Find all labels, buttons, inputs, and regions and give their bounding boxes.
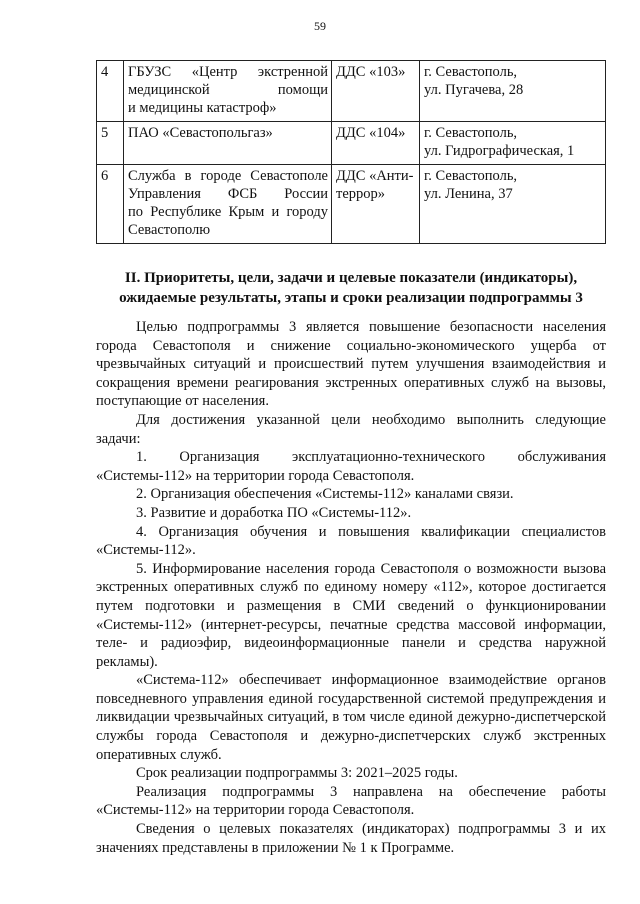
page-number: 59 bbox=[314, 19, 326, 33]
paragraph: 2. Организация обеспечения «Системы-112» каналами связи. bbox=[136, 486, 514, 503]
address-line: ул. Гидрографическая, 1 bbox=[424, 143, 575, 159]
section-body bbox=[96, 318, 606, 857]
paragraph: Срок реализации подпрограммы 3: 2021–2025 годы. bbox=[136, 765, 458, 782]
paragraph: 4. Организация обучения и повышения квалификации специалистов «Системы-112». bbox=[96, 523, 606, 559]
paragraph: Сведения о целевых показателях (индикаторах) подпрограммы 3 и их значениях представлены в приложении № 1 к Программе. bbox=[96, 821, 606, 856]
organization-line: и медицины катастроф» bbox=[128, 100, 277, 116]
dispatch-service-cell: ДДС «103» bbox=[332, 61, 420, 122]
organization-cell bbox=[124, 165, 332, 244]
table-row bbox=[97, 61, 606, 122]
address-cell bbox=[420, 61, 606, 122]
paragraph: 3. Развитие и доработка ПО «Системы-112». bbox=[136, 504, 412, 521]
table-row bbox=[97, 165, 606, 244]
dispatch-service-cell bbox=[332, 165, 420, 244]
paragraph: Для достижения указанной цели необходимо выполнить следующие задачи: bbox=[96, 411, 606, 447]
organization-line: ГБУЗС «Центр экстренной bbox=[128, 64, 328, 80]
address-line: ул. Ленина, 37 bbox=[424, 186, 513, 202]
table-row bbox=[97, 122, 606, 165]
organization-line: ПАО «Севастопольгаз» bbox=[128, 125, 273, 141]
dispatch-service-cell: ДДС «104» bbox=[332, 122, 420, 165]
organization-line: Служба в городе Севастополе bbox=[128, 168, 328, 184]
organization-line: Управления ФСБ России bbox=[128, 186, 328, 202]
row-number: 5 bbox=[97, 122, 124, 165]
paragraph: «Система-112» обеспечивает информационное взаимодействие органов повседневного управления единой государственной системой предупреждения и ликвидации чрезвычайных ситуаций, в том числе единой дежурно-диспетчерской службы города Севастополя и дежурно-диспетчерских служб экстренных оперативных служб. bbox=[96, 672, 606, 763]
organization-line: по Республике Крым и городу bbox=[128, 204, 328, 220]
paragraph: Целью подпрограммы 3 является повышение безопасности населения города Севастополя и снижение социально-экономического ущерба от чрезвычайных ситуаций и происшествий путем улучшения взаимодействия и сокращения времени реагирования экстренных оперативных служб на вызовы, поступающие от населения. bbox=[96, 319, 606, 410]
address-line: г. Севастополь, bbox=[424, 168, 518, 184]
organization-line: медицинской помощи bbox=[128, 82, 328, 98]
organization-cell bbox=[124, 61, 332, 122]
services-table bbox=[96, 60, 606, 244]
paragraph: Реализация подпрограммы 3 направлена на обеспечение работы «Системы-112» на территории города Севастополя. bbox=[96, 783, 606, 819]
address-cell bbox=[420, 122, 606, 165]
address-line: г. Севастополь, bbox=[424, 64, 518, 80]
organization-line: Севастополю bbox=[128, 222, 211, 238]
row-number: 6 bbox=[97, 165, 124, 244]
section-heading: II. Приоритеты, цели, задачи и целевые показатели (индикаторы), ожидаемые результаты, этапы и сроки реализации подпрограммы 3 bbox=[119, 270, 583, 306]
organization-cell bbox=[124, 122, 332, 165]
row-number: 4 bbox=[97, 61, 124, 122]
address-line: г. Севастополь, bbox=[424, 125, 518, 141]
address-cell bbox=[420, 165, 606, 244]
address-line: ул. Пугачева, 28 bbox=[424, 82, 524, 98]
paragraph: 5. Информирование населения города Севастополя о возможности вызова экстренных оперативных служб по единому номеру «112», которое достигается путем подготовки и размещения в СМИ сведений о функционировании «Системы-112» (интернет-ресурсы, печатные средства массовой информации, теле- и радиоэфир, видеоинформационные панели и средства наружной рекламы). bbox=[96, 560, 606, 670]
paragraph: 1. Организация эксплуатационно-технического обслуживания «Системы-112» на территории города Севастополя. bbox=[96, 449, 606, 484]
dispatch-service-line: ДДС «Анти- bbox=[336, 168, 414, 184]
dispatch-service-line: террор» bbox=[336, 186, 386, 202]
